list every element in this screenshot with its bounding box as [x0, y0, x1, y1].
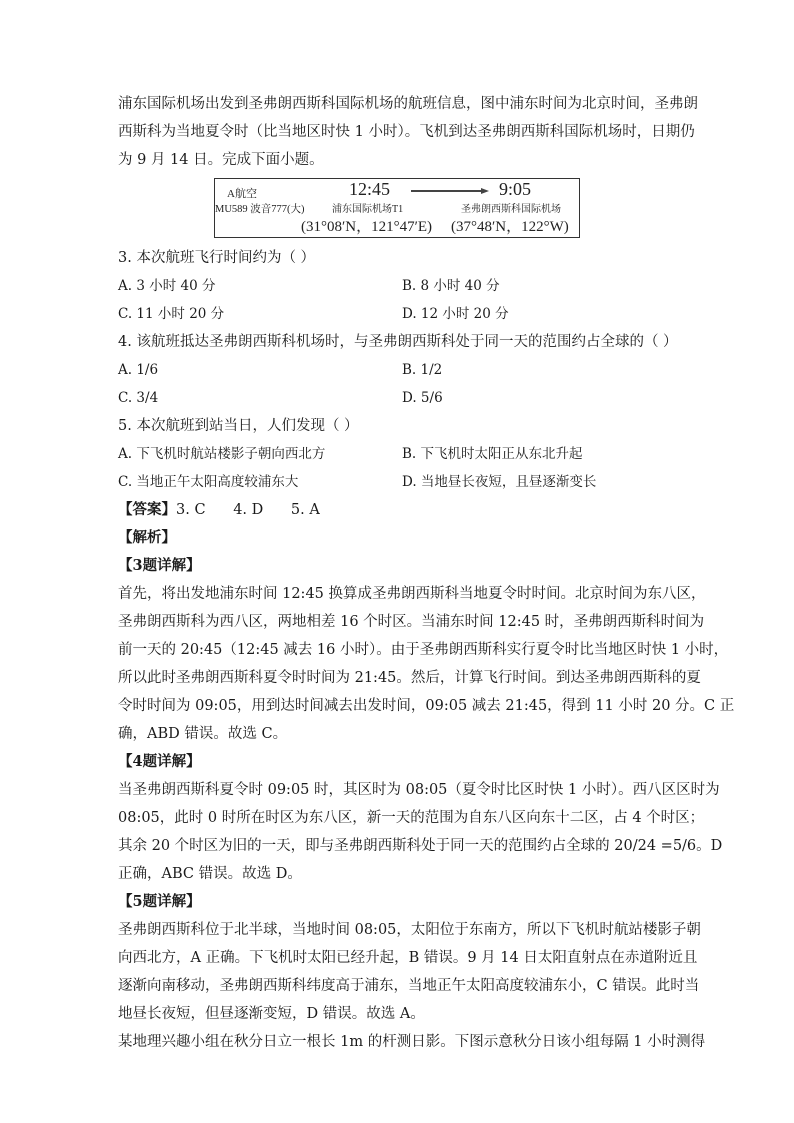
answer-text: 3. C 4. D 5. A: [176, 502, 320, 518]
option-c: C. 当地正午太阳高度较浦东大: [118, 474, 299, 490]
option-a: A. 下飞机时航站楼影子朝向西北方: [118, 446, 326, 462]
option-a: A. 1/6: [118, 362, 159, 378]
arrival-airport: 圣弗朗西斯科国际机场: [461, 204, 561, 215]
detail-3-line: 确，ABD 错误。故选 C。: [118, 726, 288, 742]
flight-model: MU589 波音777(大): [215, 204, 305, 215]
question-4-options: [118, 384, 678, 412]
option-c: C. 3/4: [118, 390, 159, 406]
arrival-coordinates: (37°48′N，122°W): [451, 219, 569, 235]
detail-5-line: 逐渐向南移动，圣弗朗西斯科纬度高于浦东，当地正午太阳高度较浦东小，C 错误。此时当: [118, 978, 700, 994]
document-page: [118, 90, 735, 1056]
option-c: C. 11 小时 20 分: [118, 306, 225, 322]
question-4-options: [118, 356, 678, 384]
question-4-stem: 4. 该航班抵达圣弗朗西斯科机场时，与圣弗朗西斯科处于同一天的范围约占全球的（ ）: [118, 334, 678, 350]
answer-label: 【答案】: [118, 501, 176, 518]
detail-4-line: 08:05，此时 0 时所在时区为东八区，新一天的范围为自东八区向东十二区，占 4 个时区；: [118, 810, 705, 826]
arrival-time: 9:05: [499, 179, 532, 199]
airline-name: A航空: [227, 188, 257, 200]
question-3-options: [118, 300, 678, 328]
detail-4-line: 当圣弗朗西斯科夏令时 09:05 时，其区时为 08:05（夏令时比区时快 1 小时）。西八区区时为: [118, 782, 720, 798]
detail-5-heading: 【5题详解】: [118, 893, 201, 910]
question-3-options: [118, 272, 678, 300]
detail-3-line: 首先，将出发地浦东时间 12:45 换算成圣弗朗西斯科当地夏令时时间。北京时间为东八区，: [118, 586, 706, 602]
detail-3-line: 前一天的 20:45（12:45 减去 16 小时）。由于圣弗朗西斯科实行夏令时比当地区时快 1 小时，: [118, 642, 729, 658]
detail-3-heading: 【3题详解】: [118, 557, 201, 574]
intro-line: 西斯科为当地夏令时（比当地区时快 1 小时）。飞机到达圣弗朗西斯科国际机场时，日期仍: [118, 124, 695, 140]
detail-3-line: 所以此时圣弗朗西斯科夏令时时间为 21:45。然后，计算飞行时间。到达圣弗朗西斯科的夏: [118, 670, 701, 686]
detail-5-line: 向西北方，A 正确。下飞机时太阳已经升起，B 错误。9 月 14 日太阳直射点在赤道附近且: [118, 950, 698, 966]
detail-4-line: 其余 20 个时区为旧的一天，即与圣弗朗西斯科处于同一天的范围约占全球的 20/24 =5/6。D: [118, 838, 723, 854]
analysis-heading: 【解析】: [118, 529, 176, 546]
question-3-stem: 3. 本次航班飞行时间约为（ ）: [118, 250, 316, 266]
question-5-options: [118, 440, 678, 468]
answer-line: [118, 496, 678, 524]
departure-coordinates: (31°08′N，121°47′E): [301, 219, 433, 235]
option-d: D. 5/6: [402, 390, 443, 406]
intro-line: 为 9 月 14 日。完成下面小题。: [118, 152, 324, 168]
detail-5-line: 圣弗朗西斯科位于北半球，当地时间 08:05，太阳位于东南方，所以下飞机时航站楼影子朝: [118, 922, 701, 938]
option-b: B. 1/2: [402, 362, 443, 378]
next-question-intro: 某地理兴趣小组在秋分日立一根长 1m 的杆测日影。下图示意秋分日该小组每隔 1 小时测得: [118, 1034, 706, 1050]
flight-arrow-icon: [411, 188, 489, 194]
departure-time: 12:45: [349, 179, 391, 199]
detail-3-line: 圣弗朗西斯科为西八区，两地相差 16 个时区。当浦东时间 12:45 时，圣弗朗西斯科时间为: [118, 614, 705, 630]
detail-4-heading: 【4题详解】: [118, 753, 201, 770]
flight-info-figure: [214, 178, 580, 238]
option-a: A. 3 小时 40 分: [118, 278, 216, 294]
option-d: D. 当地昼长夜短，且昼逐渐变长: [402, 474, 597, 490]
option-b: B. 下飞机时太阳正从东北升起: [402, 446, 583, 462]
departure-airport: 浦东国际机场T1: [332, 204, 404, 215]
detail-3-line: 令时时间为 09:05，用到达时间减去出发时间，09:05 减去 21:45，得到 11 小时 20 分。C 正: [118, 698, 735, 714]
option-d: D. 12 小时 20 分: [402, 306, 509, 322]
detail-4-line: 正确，ABC 错误。故选 D。: [118, 866, 302, 882]
intro-line: 浦东国际机场出发到圣弗朗西斯科国际机场的航班信息，图中浦东时间为北京时间，圣弗朗: [118, 96, 698, 112]
option-b: B. 8 小时 40 分: [402, 278, 500, 294]
detail-5-line: 地昼长夜短，但昼逐渐变短，D 错误。故选 A。: [118, 1006, 425, 1022]
question-5-stem: 5. 本次航班到站当日，人们发现（ ）: [118, 418, 359, 434]
question-5-options: [118, 468, 678, 496]
